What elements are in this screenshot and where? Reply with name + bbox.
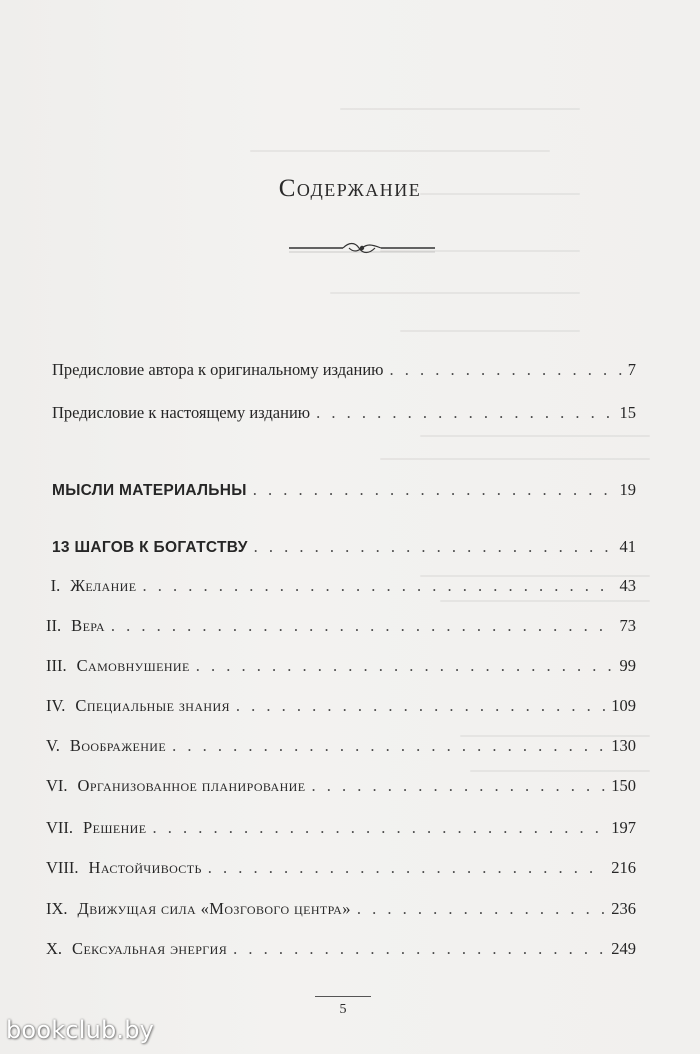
leader-dots — [316, 403, 613, 423]
chapter-numeral: VIII. — [46, 858, 79, 877]
toc-chapter[interactable] — [46, 776, 636, 796]
site-watermark: bookclub.by — [6, 1016, 155, 1044]
bleed-line — [470, 770, 650, 772]
toc-chapter[interactable] — [46, 736, 636, 756]
chapter-title: Воображение — [69, 736, 167, 755]
chapter-title: Организованное планирование — [77, 776, 306, 795]
toc-entry-preface-author[interactable] — [52, 360, 636, 380]
ornament-divider-icon — [287, 240, 437, 262]
bleed-line — [340, 108, 580, 110]
leader-dots — [311, 776, 605, 796]
chapter-title: Настойчивость — [88, 858, 202, 877]
toc-chapter[interactable] — [46, 696, 636, 716]
toc-page-number: 41 — [619, 537, 636, 556]
leader-dots — [111, 616, 614, 636]
toc-chapter[interactable] — [46, 858, 636, 878]
chapter-numeral: I. — [50, 576, 61, 595]
toc-page-number: 130 — [611, 736, 636, 755]
bleed-line — [440, 600, 650, 602]
chapter-numeral: VII. — [46, 818, 74, 837]
chapter-title: Сексуальная энергия — [72, 939, 228, 958]
toc-section-label: МЫСЛИ МАТЕРИАЛЬНЫ — [52, 482, 247, 499]
toc-page-number: 216 — [611, 858, 636, 877]
chapter-numeral: IV. — [46, 696, 66, 715]
toc-page-number: 19 — [619, 480, 636, 499]
leader-dots — [196, 656, 614, 676]
toc-page-number: 15 — [619, 403, 636, 422]
chapter-title: Специальные знания — [75, 696, 230, 715]
toc-entry-label: Предисловие к настоящему изданию — [52, 403, 311, 422]
leader-dots — [208, 858, 606, 878]
toc-section-thoughts[interactable] — [52, 480, 636, 500]
leader-dots — [253, 480, 614, 500]
leader-dots — [357, 899, 605, 919]
chapter-numeral: V. — [46, 736, 60, 755]
bleed-line — [330, 292, 580, 294]
leader-dots — [152, 818, 605, 838]
toc-entry-preface-edition[interactable] — [52, 403, 636, 423]
toc-chapter[interactable] — [46, 576, 636, 596]
toc-page-number: 109 — [611, 696, 636, 715]
toc-chapter[interactable] — [46, 899, 636, 919]
toc-chapter[interactable] — [46, 616, 636, 636]
chapter-numeral: III. — [46, 656, 67, 675]
toc-page-number: 236 — [611, 899, 636, 918]
toc-page-number: 43 — [619, 576, 636, 595]
toc-page-number: 150 — [611, 776, 636, 795]
chapter-numeral: VI. — [46, 776, 68, 795]
leader-dots — [236, 696, 605, 716]
chapter-title: Желание — [70, 576, 137, 595]
toc-page-number: 73 — [619, 616, 636, 635]
bleed-line — [420, 435, 650, 437]
toc-section-13-steps[interactable] — [52, 537, 636, 557]
leader-dots — [389, 360, 621, 380]
chapter-numeral: IX. — [46, 899, 68, 918]
toc-chapter[interactable] — [46, 939, 636, 959]
chapter-title: Решение — [83, 818, 147, 837]
page-title: Содержание — [278, 175, 422, 202]
toc-page-number: 99 — [619, 656, 636, 675]
leader-dots — [142, 576, 613, 596]
bleed-line — [400, 330, 580, 332]
leader-dots — [233, 939, 605, 959]
chapter-title: Самовнушение — [76, 656, 190, 675]
toc-chapter[interactable] — [46, 818, 636, 838]
toc-page-number: 249 — [611, 939, 636, 958]
toc-chapter[interactable] — [46, 656, 636, 676]
toc-page-number: 7 — [627, 360, 636, 379]
folio-page-number: 5 — [339, 1002, 347, 1017]
toc-page-number: 197 — [611, 818, 636, 837]
chapter-numeral: II. — [46, 616, 62, 635]
bleed-line — [250, 150, 550, 152]
bleed-line — [380, 458, 650, 460]
chapter-title: Вера — [71, 616, 105, 635]
leader-dots — [172, 736, 605, 756]
footer-rule — [315, 996, 371, 997]
chapter-numeral: X. — [46, 939, 63, 958]
toc-entry-label: Предисловие автора к оригинальному изданию — [52, 360, 384, 379]
leader-dots — [254, 537, 614, 557]
toc-section-label: 13 ШАГОВ К БОГАТСТВУ — [52, 539, 248, 556]
chapter-title: Движущая сила «Мозгового центра» — [77, 899, 351, 918]
